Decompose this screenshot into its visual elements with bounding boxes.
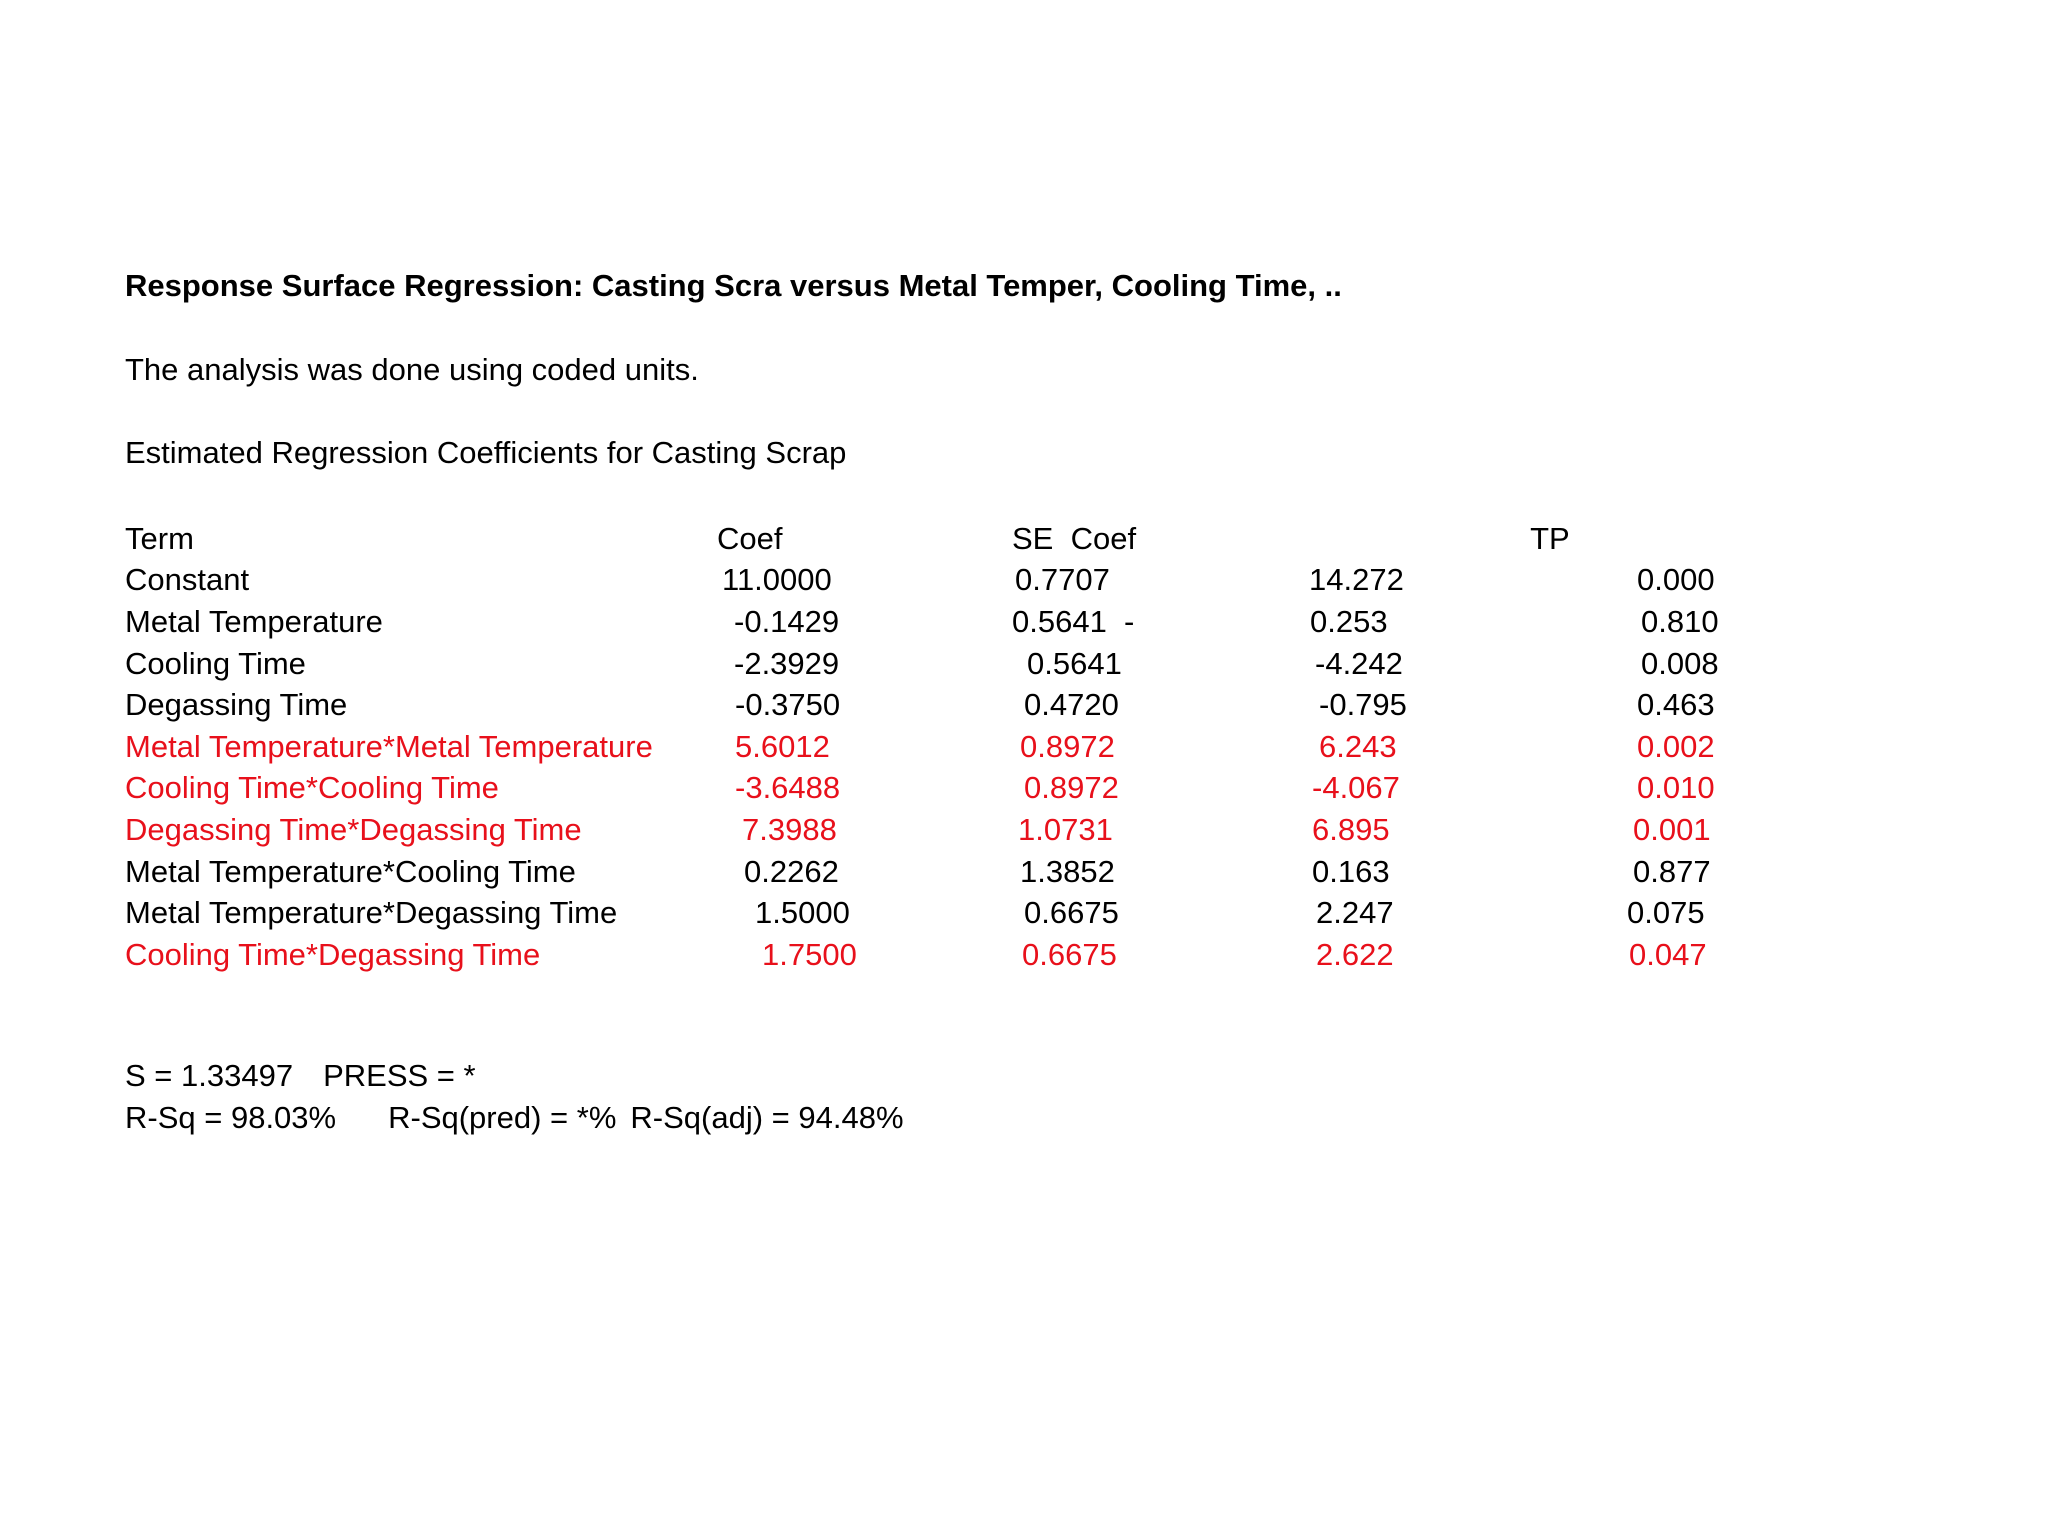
cell-term: Degassing Time [125,687,348,723]
coefficients-table [125,518,1801,976]
cell-t: 2.247 [1316,895,1394,931]
page-title: Response Surface Regression: Casting Scra versus Metal Temper, Cooling Time, .. [125,268,1342,303]
cell-term: Cooling Time*Cooling Time [125,770,499,806]
cell-term: Metal Temperature*Cooling Time [125,853,576,889]
table-row [125,560,1801,602]
table-row [125,892,1801,934]
cell-p: 0.877 [1633,853,1711,889]
cell-se-coef: 0.4720 [1024,687,1119,723]
header-p: P [1549,520,1570,556]
cell-se-coef: 0.8972 [1024,770,1119,806]
table-header-row [125,518,1801,560]
cell-coef: 11.0000 [722,562,832,598]
cell-coef: -0.3750 [735,687,841,723]
cell-t: 0.253 [1310,603,1388,639]
cell-term: Cooling Time [125,645,306,681]
cell-p: 0.008 [1641,645,1719,681]
cell-se-coef: 0.5641 - [1012,603,1135,639]
cell-t: 14.272 [1309,562,1404,598]
analysis-note: The analysis was done using coded units. [125,352,699,387]
table-body [125,560,1801,976]
cell-t: 6.243 [1319,728,1397,764]
stat-rsq-pred: R-Sq(pred) = *% [388,1100,617,1135]
cell-se-coef: 1.3852 [1020,853,1115,889]
table-row [125,934,1801,976]
table-row [125,809,1801,851]
cell-p: 0.010 [1637,770,1715,806]
cell-p: 0.002 [1637,728,1715,764]
stat-rsq-adj: R-Sq(adj) = 94.48% [630,1100,904,1135]
header-se-coef: SE Coef [1012,520,1137,556]
table-subtitle: Estimated Regression Coefficients for Casting Scrap [125,435,847,470]
table-row [125,643,1801,685]
cell-se-coef: 0.5641 [1027,645,1122,681]
cell-p: 0.075 [1627,895,1705,931]
cell-coef: -0.1429 [734,603,840,639]
cell-coef: -3.6488 [735,770,841,806]
cell-term: Cooling Time*Degassing Time [125,936,541,972]
table-row [125,601,1801,643]
cell-term: Constant [125,562,250,598]
cell-se-coef: 0.8972 [1020,728,1115,764]
stat-rsq: R-Sq = 98.03% [125,1100,337,1135]
cell-term: Metal Temperature [125,603,383,639]
cell-t: 6.895 [1312,811,1390,847]
table-row [125,851,1801,893]
cell-coef: 1.7500 [762,936,857,972]
cell-se-coef: 0.6675 [1024,895,1119,931]
cell-p: 0.810 [1641,603,1719,639]
cell-se-coef: 0.6675 [1022,936,1117,972]
stats-line-2 [125,1100,904,1136]
stat-press: PRESS = * [323,1058,476,1093]
cell-p: 0.000 [1637,562,1715,598]
cell-se-coef: 1.0731 [1018,811,1113,847]
cell-coef: -2.3929 [734,645,840,681]
cell-t: -4.242 [1315,645,1403,681]
stats-line-1 [125,1058,476,1094]
cell-coef: 0.2262 [744,853,839,889]
header-term: Term [125,520,194,556]
table-row [125,726,1801,768]
cell-se-coef: 0.7707 [1015,562,1110,598]
table-row [125,768,1801,810]
cell-coef: 5.6012 [735,728,830,764]
cell-t: 0.163 [1312,853,1390,889]
cell-t: 2.622 [1316,936,1394,972]
cell-coef: 1.5000 [755,895,850,931]
header-t: T [1530,520,1549,556]
cell-term: Metal Temperature*Metal Temperature [125,728,653,764]
cell-p: 0.047 [1629,936,1707,972]
header-coef: Coef [717,520,783,556]
cell-t: -0.795 [1319,687,1407,723]
cell-p: 0.463 [1637,687,1715,723]
cell-t: -4.067 [1312,770,1400,806]
table-row [125,684,1801,726]
cell-term: Metal Temperature*Degassing Time [125,895,618,931]
cell-p: 0.001 [1633,811,1711,847]
cell-coef: 7.3988 [742,811,837,847]
cell-term: Degassing Time*Degassing Time [125,811,582,847]
stat-s: S = 1.33497 [125,1058,294,1093]
